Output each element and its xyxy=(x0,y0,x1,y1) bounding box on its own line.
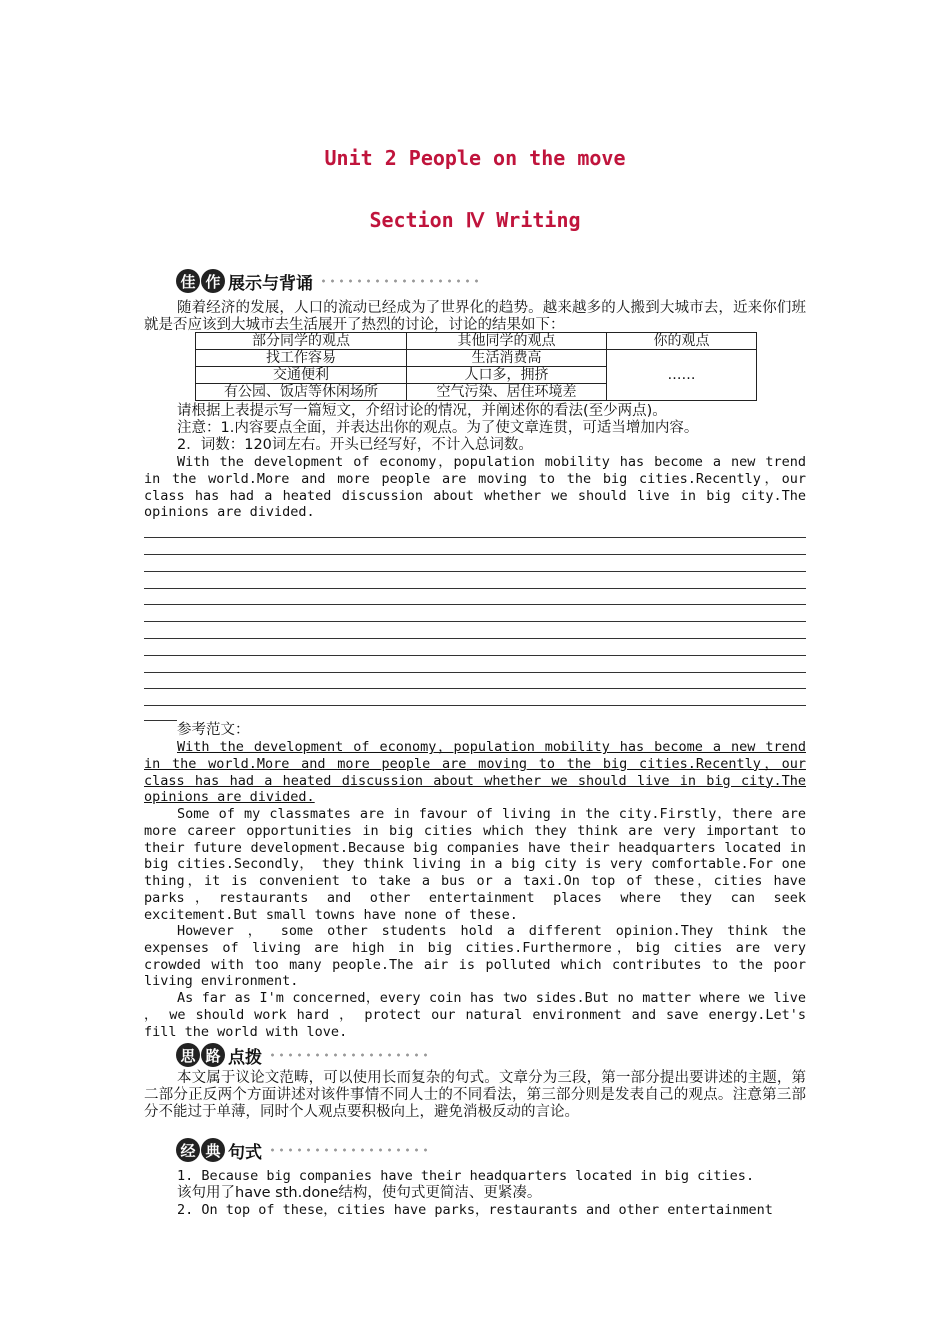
table-cell: 找工作容易 xyxy=(196,350,407,367)
table-cell: 交通便利 xyxy=(196,367,407,384)
task-opening: With the development of economy，population mobility has become a new trend in the world.More and more people are moving to the big cities.Recently，our class has had a heated discussion about whether we should live in big city.The opinions are divided. xyxy=(144,454,806,521)
header-badge: 典 xyxy=(201,1138,225,1162)
writing-line xyxy=(144,604,806,605)
dotted-divider xyxy=(319,277,479,285)
sample-paragraph-4: As far as I'm concerned，every coin has two sides.But no matter where we live ， we should work hard ， protect our natural environment and save energy.Let's fill the world with love. xyxy=(144,990,806,1040)
table-cell: 有公园、饭店等休闲场所 xyxy=(196,384,407,401)
header-badge: 路 xyxy=(201,1043,225,1067)
header-label: 句式 xyxy=(228,1142,262,1163)
header-showcase xyxy=(176,268,479,294)
header-sentences xyxy=(176,1137,428,1163)
your-view-cell: …… xyxy=(607,350,757,401)
writing-line xyxy=(144,638,806,639)
sentence-1-note: 该句用了have sth.done结构，使句式更简洁、更紧凑。 xyxy=(177,1185,542,1201)
section-title: Section Ⅳ Writing xyxy=(369,208,581,232)
writing-line xyxy=(144,655,806,656)
dotted-divider xyxy=(268,1051,428,1059)
sentence-2: 2. On top of these，cities have parks，restaurants and other entertainment xyxy=(177,1202,773,1218)
writing-line xyxy=(144,537,806,538)
header-label: 点拨 xyxy=(228,1047,262,1068)
table-cell: 生活消费高 xyxy=(407,350,607,367)
sample-label: 参考范文： xyxy=(177,722,250,738)
table-header: 你的观点 xyxy=(607,333,757,350)
writing-line xyxy=(144,554,806,555)
header-badge: 经 xyxy=(176,1138,200,1162)
writing-line xyxy=(144,672,806,673)
sample-paragraph-1: With the development of economy，population mobility has become a new trend in the world.More and more people are moving to the big cities.Recently，our class has had a heated discussion about whether we should live in big city.The opinions are divided. xyxy=(144,739,806,806)
task-note-2: 2．词数：120词左右。开头已经写好，不计入总词数。 xyxy=(177,437,533,453)
tips-text: 本文属于议论文范畴，可以使用长而复杂的句式。文章分为三段，第一部分提出要讲述的主题，第二部分正反两个方面讲述对该件事情不同人士的不同看法，第三部分则是发表自己的观点。注意第三部分不能过于单薄，同时个人观点要积极向上，避免消极反动的言论。 xyxy=(144,1070,806,1120)
writing-line xyxy=(144,621,806,622)
sentence-1: 1. Because big companies have their headquarters located in big cities. xyxy=(177,1168,755,1184)
writing-line xyxy=(144,588,806,589)
sample-paragraph-2: Some of my classmates are in favour of living in the city.Firstly，there are more career opportunities in big cities which they think are very important to their future development.Because big companies have their headquarters located in big cities.Secondly， they think living in a big city is very comfortable.For one thing，it is convenient to take a bus or a taxi.On top of these，cities have parks，restaurants and other entertainment places where they can seek excitement.But small towns have none of these. xyxy=(144,806,806,923)
task-instruction: 请根据上表提示写一篇短文，介绍讨论的情况，并阐述你的看法(至少两点)。 xyxy=(177,403,667,419)
table-cell: 空气污染、居住环境差 xyxy=(407,384,607,401)
dotted-divider xyxy=(268,1146,428,1154)
writing-line-short xyxy=(144,720,177,721)
header-badge: 佳 xyxy=(176,269,200,293)
header-badge: 思 xyxy=(176,1043,200,1067)
task-note-1: 注意：1.内容要点全面，并表达出你的观点。为了使文章连贯，可适当增加内容。 xyxy=(177,420,699,436)
writing-line xyxy=(144,705,806,706)
writing-line xyxy=(144,688,806,689)
header-tips xyxy=(176,1042,428,1068)
table-cell: 人口多，拥挤 xyxy=(407,367,607,384)
task-intro: 随着经济的发展，人口的流动已经成为了世界化的趋势。越来越多的人搬到大城市去，近来你们班就是否应该到大城市去生活展开了热烈的讨论，讨论的结果如下： xyxy=(144,300,806,333)
opinion-table xyxy=(195,332,757,401)
writing-line xyxy=(144,571,806,572)
sample-paragraph-3: However ， some other students hold a different opinion.They think the expenses of living are high in big cities.Furthermore，big cities are very crowded with too many people.The air is polluted which contributes to the poor living environment. xyxy=(144,923,806,990)
header-label: 展示与背诵 xyxy=(228,273,313,294)
header-badge: 作 xyxy=(201,269,225,293)
table-header: 其他同学的观点 xyxy=(407,333,607,350)
unit-title: Unit 2 People on the move xyxy=(324,146,626,170)
table-header: 部分同学的观点 xyxy=(196,333,407,350)
